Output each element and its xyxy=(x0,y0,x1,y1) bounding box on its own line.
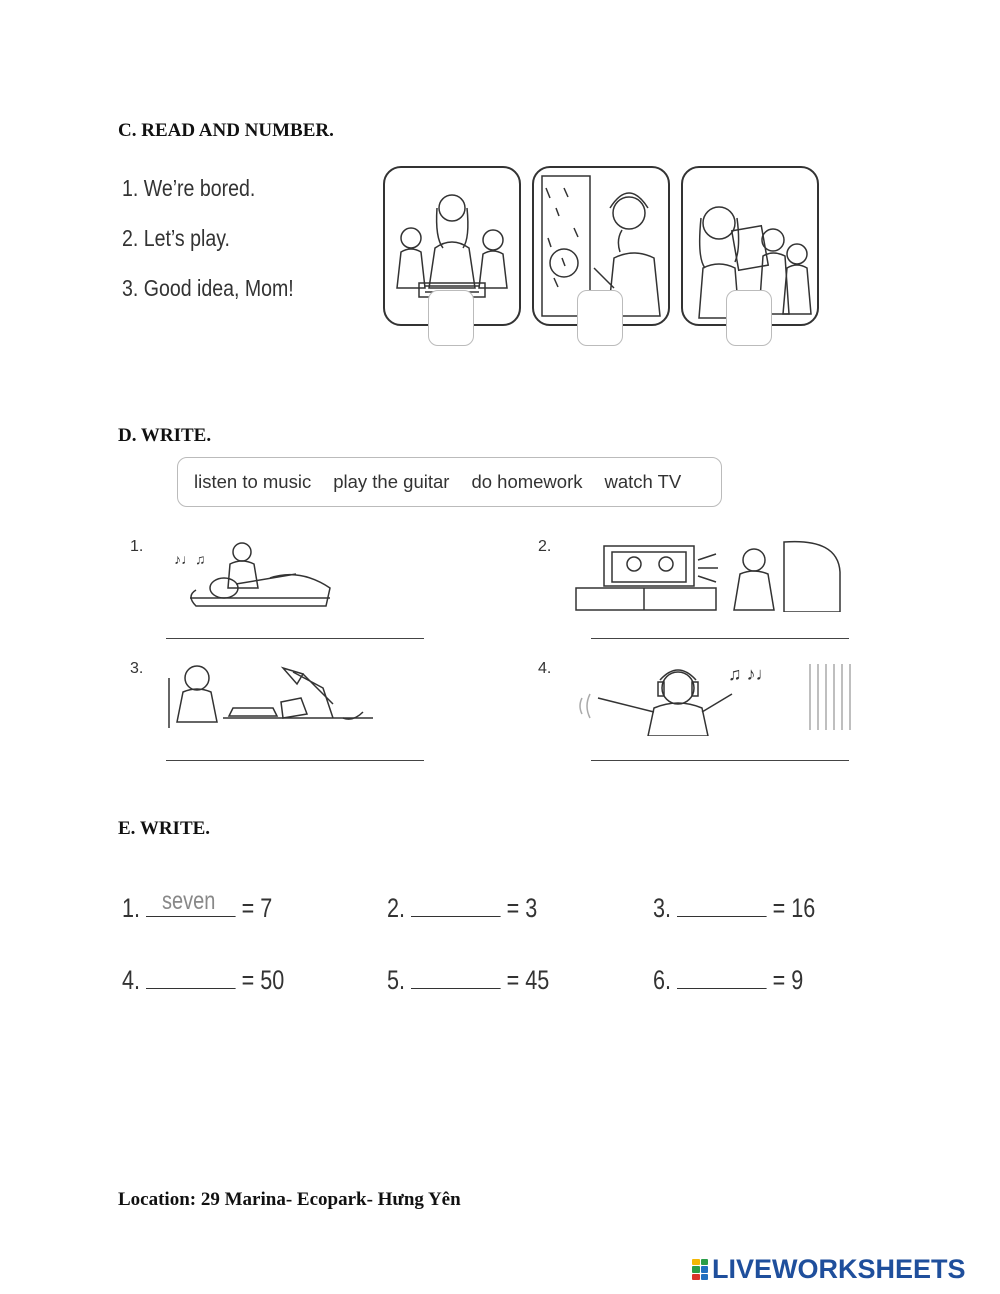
svg-text:♫ ♪♩: ♫ ♪♩ xyxy=(728,664,774,684)
equation-blank[interactable] xyxy=(146,887,236,917)
equation-blank[interactable] xyxy=(677,970,767,989)
answer-line-1[interactable] xyxy=(166,638,424,639)
item-number-2: 2. xyxy=(538,538,552,555)
equation-result: = 50 xyxy=(241,965,285,995)
equation-6 xyxy=(653,965,803,996)
equation-4 xyxy=(122,965,284,996)
word-do-homework: do homework xyxy=(471,471,583,492)
logo-text: LIVEWORKSHEETS xyxy=(712,1254,966,1284)
word-watch-tv: watch TV xyxy=(604,471,682,492)
word-bank xyxy=(177,457,722,507)
equation-result: = 16 xyxy=(772,893,816,923)
picture-boy-playing-guitar xyxy=(170,538,340,610)
logo-icon xyxy=(692,1259,708,1281)
answer-box-1[interactable] xyxy=(428,290,474,346)
equation-blank[interactable] xyxy=(677,898,767,917)
equation-number: 5. xyxy=(387,965,406,995)
answer-box-2[interactable] xyxy=(577,290,623,346)
item-number-4: 4. xyxy=(538,660,552,677)
equation-number: 3. xyxy=(653,893,672,923)
equation-5 xyxy=(387,965,549,996)
example-answer: seven xyxy=(162,887,216,915)
item-number-3: 3. xyxy=(130,660,144,677)
equation-number: 6. xyxy=(653,965,672,995)
sentence-2: 2. Let’s play. xyxy=(122,225,230,251)
word-listen-to-music: listen to music xyxy=(194,471,312,492)
section-d-heading: D. WRITE. xyxy=(118,425,212,446)
equation-blank[interactable] xyxy=(146,970,236,989)
equation-2 xyxy=(387,893,537,924)
sentence-3: 3. Good idea, Mom! xyxy=(122,275,294,301)
equation-number: 4. xyxy=(122,965,141,995)
picture-girl-watching-tv xyxy=(574,540,844,612)
equation-1 xyxy=(122,887,273,924)
equation-result: = 3 xyxy=(506,893,538,923)
equation-number: 2. xyxy=(387,893,406,923)
picture-boy-doing-homework xyxy=(163,658,373,734)
answer-line-3[interactable] xyxy=(166,760,424,761)
picture-girl-listening-to-music xyxy=(578,658,854,736)
equation-result: = 9 xyxy=(772,965,804,995)
equation-blank[interactable] xyxy=(411,898,501,917)
section-c-heading: C. READ AND NUMBER. xyxy=(118,120,334,141)
answer-line-4[interactable] xyxy=(591,760,849,761)
section-e-heading: E. WRITE. xyxy=(118,818,211,839)
svg-text:♪♩♫: ♪♩♫ xyxy=(174,551,206,567)
equation-blank[interactable] xyxy=(411,970,501,989)
answer-line-2[interactable] xyxy=(591,638,849,639)
item-number-1: 1. xyxy=(130,538,144,555)
equation-result: = 45 xyxy=(506,965,550,995)
word-play-the-guitar: play the guitar xyxy=(333,471,450,492)
answer-box-3[interactable] xyxy=(726,290,772,346)
sentence-1: 1. We’re bored. xyxy=(122,175,256,201)
location-text: Location: 29 Marina- Ecopark- Hưng Yên xyxy=(118,1189,461,1210)
liveworksheets-logo[interactable] xyxy=(692,1254,966,1285)
equation-result: = 7 xyxy=(241,893,273,923)
equation-number: 1. xyxy=(122,893,141,923)
equation-3 xyxy=(653,893,815,924)
